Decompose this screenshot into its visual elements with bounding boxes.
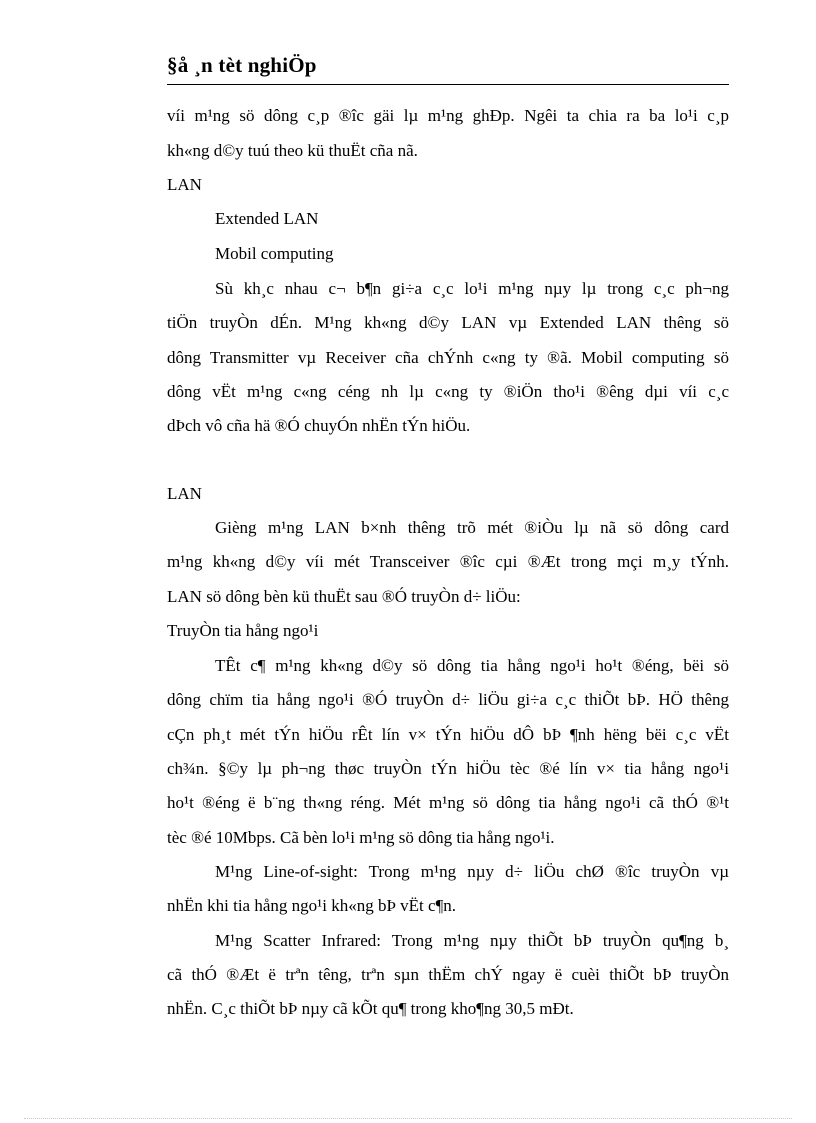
list-item: Extended LAN bbox=[215, 209, 319, 228]
text-line: tèc ®é 10Mbps. Cã bèn lo¹i m¹ng sö dông tia hång ngo¹i. bbox=[167, 828, 555, 847]
text-line: LAN sö dông bèn kü thuËt sau ®Ó truyÒn d÷ liÖu: bbox=[167, 587, 521, 606]
text-line: cã thÓ ®Æt ë trªn têng, trªn sµn thËm chÝ ngay ë cuèi thiÕt bÞ truyÒn bbox=[167, 965, 729, 984]
text-line: ch¾n. §©y lµ ph¬ng thøc truyÒn tÝn hiÖu tèc ®é lín v× tia hång ngo¹i bbox=[167, 759, 729, 778]
text-line: Sù kh¸c nhau c¬ b¶n gi÷a c¸c lo¹i m¹ng nµy lµ trong c¸c ph¬ng bbox=[215, 279, 729, 298]
text-line: dÞch vô cña hä ®Ó chuyÓn nhËn tÝn hiÖu. bbox=[167, 416, 471, 435]
text-line: cÇn ph¸t mét tÝn hiÖu rÊt lín v× tÝn hiÖu dÔ bÞ ¶nh hëng bëi c¸c vËt bbox=[167, 725, 729, 744]
text-line: dông Transmitter vµ Receiver cña chÝnh c«ng ty ®ã. Mobil computing sö bbox=[167, 348, 729, 367]
text-line: kh«ng d©y tuú theo kü thuËt cña nã. bbox=[167, 141, 418, 160]
text-line: M¹ng Scatter Infrared: Trong m¹ng nµy thiÕt bÞ truyÒn qu¶ng b¸ bbox=[215, 931, 729, 950]
list-item: Mobil computing bbox=[215, 244, 334, 263]
header-title: §å ¸n tèt nghiÖp bbox=[167, 53, 317, 77]
page-header bbox=[167, 50, 729, 85]
text-line: nhËn. C¸c thiÕt bÞ nµy cã kÕt qu¶ trong kho¶ng 30,5 mÐt. bbox=[167, 999, 574, 1018]
text-line: ho¹t ®éng ë b¨ng th«ng réng. Mét m¹ng sö dông tia hång ngo¹i cã thÓ ®¹t bbox=[167, 793, 729, 812]
text-line: TÊt c¶ m¹ng kh«ng d©y sö dông tia hång ngo¹i ho¹t ®éng, bëi sö bbox=[215, 656, 729, 675]
text-line: nhËn khi tia hång ngo¹i kh«ng bÞ vËt c¶n. bbox=[167, 896, 457, 915]
text-line: M¹ng Line-of-sight: Trong m¹ng nµy d÷ liÖu chØ ®îc truyÒn vµ bbox=[215, 862, 729, 881]
list-heading: LAN bbox=[167, 175, 202, 194]
section-heading: LAN bbox=[167, 484, 202, 503]
subsection-heading: TruyÒn tia hång ngo¹i bbox=[167, 621, 319, 640]
text-line: víi m¹ng sö dông c¸p ®îc gäi lµ m¹ng ghÐp. Ngêi ta chia ra ba lo¹i c¸p bbox=[167, 106, 729, 125]
text-line: Gièng m¹ng LAN b×nh thêng trõ mét ®iÒu lµ nã sö dông card bbox=[215, 518, 729, 537]
text-line: tiÖn truyÒn dÉn. M¹ng kh«ng d©y LAN vµ Extended LAN thêng sö bbox=[167, 313, 729, 332]
text-line: m¹ng kh«ng d©y víi mét Transceiver ®îc cµi ®Æt trong mçi m¸y tÝnh. bbox=[167, 552, 729, 571]
text-line: dông vËt m¹ng c«ng céng nh lµ c«ng ty ®iÖn tho¹i ®êng dµi víi c¸c bbox=[167, 382, 729, 401]
page-bottom-divider bbox=[24, 1118, 792, 1119]
text-line: dông chïm tia hång ngo¹i ®Ó truyÒn d÷ liÖu gi÷a c¸c thiÕt bÞ. HÖ thêng bbox=[167, 690, 729, 709]
